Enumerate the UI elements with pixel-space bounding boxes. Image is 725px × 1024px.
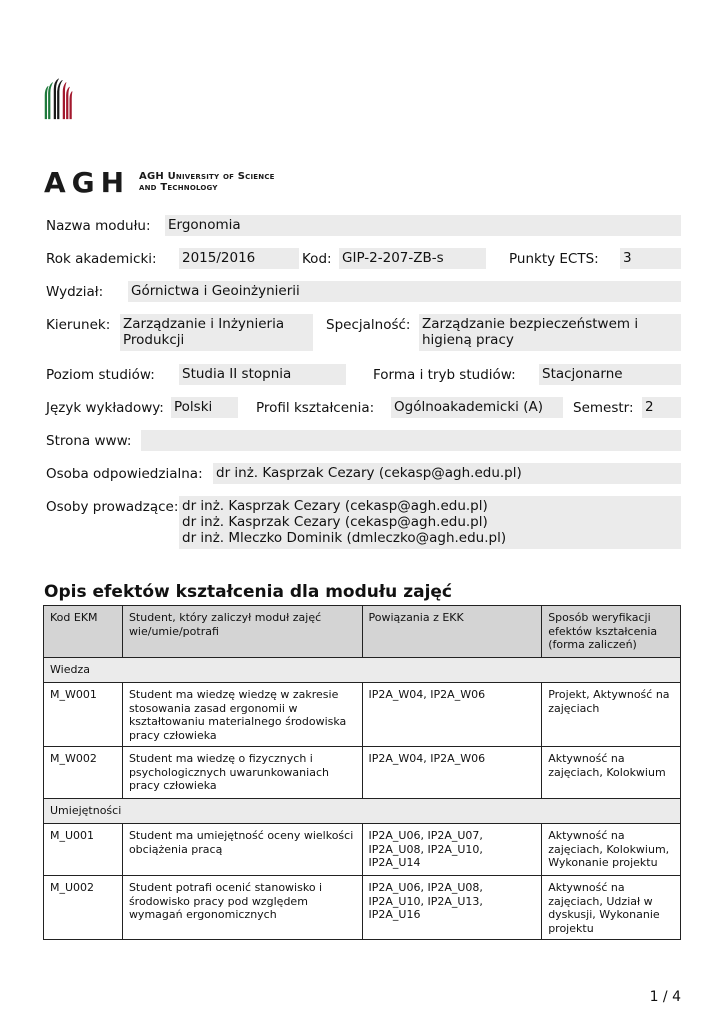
instructor-item: dr inż. Kasprzak Cezary (cekasp@agh.edu.pl) [182, 498, 488, 514]
cell-ekk: IP2A_U06, IP2A_U08, IP2A_U10, IP2A_U13, IP2A_U16 [362, 876, 542, 940]
language-value: Polski [171, 397, 238, 418]
academic-year-label: Rok akademicki: [46, 251, 157, 267]
cell-description: Student potrafi ocenić stanowisko i środowisko pracy pod względem wymagań ergonomicznych [122, 876, 362, 940]
faculty-value: Górnictwa i Geoinżynierii [128, 281, 681, 302]
cell-description: Student ma wiedzę o fizycznych i psychologicznych uwarunkowaniach pracy człowieka [122, 747, 362, 799]
table-group-row [44, 799, 681, 824]
table-row [44, 747, 681, 799]
group-label-umiejetnosci: Umiejętności [44, 799, 681, 824]
table-row [44, 683, 681, 747]
header-sposob: Sposób weryfikacji efektów kształcenia (forma zaliczeń) [542, 606, 681, 658]
module-name-value: Ergonomia [165, 215, 681, 236]
study-form-label: Forma i tryb studiów: [373, 367, 516, 383]
learning-outcomes-table [43, 605, 681, 940]
instructor-item: dr inż. Kasprzak Cezary (cekasp@agh.edu.pl) [182, 514, 488, 530]
code-label: Kod: [302, 251, 332, 267]
specialty-line2: higieną pracy [422, 332, 514, 348]
cell-verification: Aktywność na zajęciach, Kolokwium [542, 747, 681, 799]
agh-subtitle-line1: AGH University of Science [139, 171, 275, 182]
profile-value: Ogólnoakademicki (A) [391, 397, 563, 418]
responsible-person-label: Osoba odpowiedzialna: [46, 466, 203, 482]
table-row [44, 876, 681, 940]
cell-code: M_W002 [44, 747, 123, 799]
cell-verification: Projekt, Aktywność na zajęciach [542, 683, 681, 747]
responsible-person-value: dr inż. Kasprzak Cezary (cekasp@agh.edu.pl) [213, 463, 681, 484]
study-form-value: Stacjonarne [539, 364, 681, 385]
field-of-study-line1: Zarządzanie i Inżynieria [123, 316, 285, 332]
academic-year-value: 2015/2016 [179, 248, 299, 269]
instructor-item: dr inż. Mleczko Dominik (dmleczko@agh.edu.pl) [182, 530, 507, 546]
module-name-label: Nazwa modułu: [46, 218, 151, 234]
group-label-wiedza: Wiedza [44, 658, 681, 683]
instructors-list [179, 496, 681, 549]
cell-ekk: IP2A_W04, IP2A_W06 [362, 683, 542, 747]
field-of-study-label: Kierunek: [46, 317, 111, 333]
website-label: Strona www: [46, 433, 132, 449]
cell-ekk: IP2A_W04, IP2A_W06 [362, 747, 542, 799]
ects-label: Punkty ECTS: [509, 251, 599, 267]
page-number: 1 / 4 [649, 989, 681, 1005]
cell-code: M_W001 [44, 683, 123, 747]
agh-letters: AGH [44, 166, 131, 199]
cell-verification: Aktywność na zajęciach, Kolokwium, Wykonanie projektu [542, 824, 681, 876]
cell-code: M_U001 [44, 824, 123, 876]
instructors-label: Osoby prowadzące: [46, 499, 179, 515]
semester-value: 2 [642, 397, 681, 418]
cell-verification: Aktywność na zajęciach, Udział w dyskusji, Wykonanie projektu [542, 876, 681, 940]
semester-label: Semestr: [573, 400, 634, 416]
specialty-label: Specjalność: [326, 317, 411, 333]
code-value: GIP-2-207-ZB-s [339, 248, 486, 269]
agh-subtitle-line2: and Technology [139, 182, 218, 193]
study-level-label: Poziom studiów: [46, 367, 155, 383]
section-title: Opis efektów kształcenia dla modułu zajęć [44, 582, 453, 602]
agh-subtitle [139, 171, 275, 193]
cell-description: Student ma wiedzę wiedzę w zakresie stosowania zasad ergonomii w kształtowaniu materialnego środowiska pracy człowieka [122, 683, 362, 747]
field-of-study-line2: Produkcji [123, 332, 185, 348]
field-of-study-value [120, 314, 313, 351]
agh-logo [44, 46, 134, 166]
specialty-value [419, 314, 681, 351]
cell-description: Student ma umiejętność oceny wielkości obciążenia pracą [122, 824, 362, 876]
cell-code: M_U002 [44, 876, 123, 940]
cell-ekk: IP2A_U06, IP2A_U07, IP2A_U08, IP2A_U10, IP2A_U14 [362, 824, 542, 876]
header-student: Student, który zaliczył moduł zajęć wie/umie/potrafi [122, 606, 362, 658]
faculty-label: Wydział: [46, 284, 104, 300]
agh-logo-mark [45, 79, 73, 120]
header-powiazania: Powiązania z EKK [362, 606, 542, 658]
specialty-line1: Zarządzanie bezpieczeństwem i [422, 316, 639, 332]
language-label: Język wykładowy: [46, 400, 164, 416]
website-value [141, 430, 681, 451]
profile-label: Profil kształcenia: [256, 400, 375, 416]
table-row [44, 824, 681, 876]
table-header-row [44, 606, 681, 658]
table-group-row [44, 658, 681, 683]
header-kod-ekm: Kod EKM [44, 606, 123, 658]
ects-value: 3 [620, 248, 681, 269]
study-level-value: Studia II stopnia [179, 364, 346, 385]
